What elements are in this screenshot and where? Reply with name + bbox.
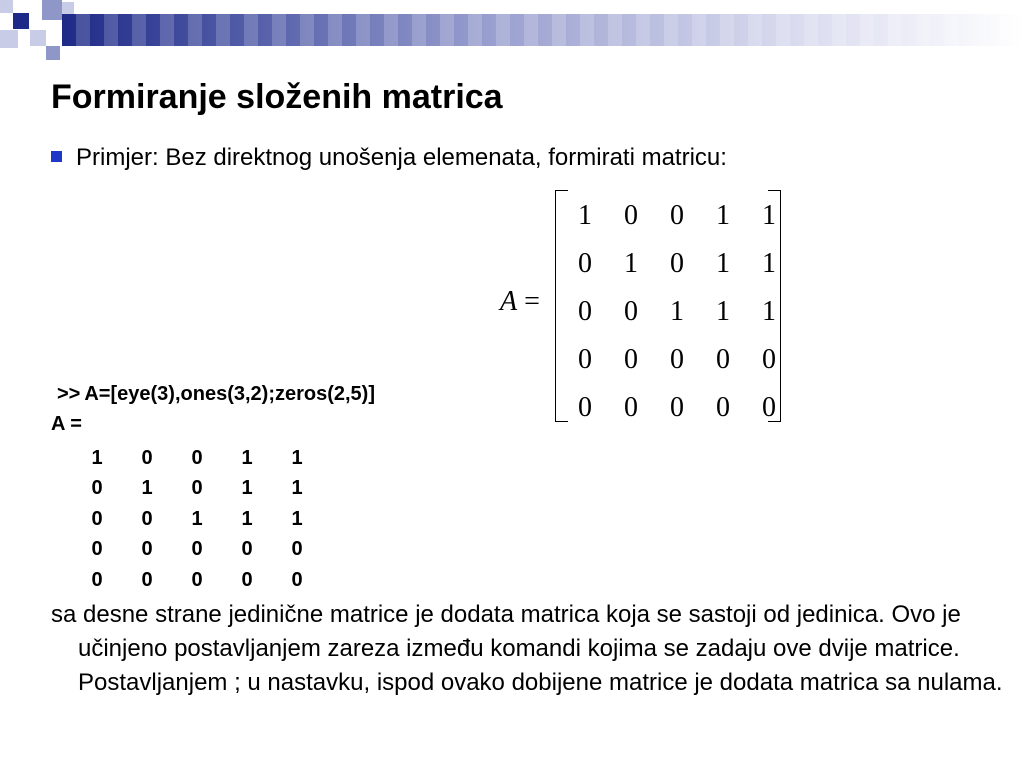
output-cell: 0 xyxy=(191,538,203,561)
square-bullet-icon xyxy=(51,151,62,162)
matrix-variable: A xyxy=(500,286,518,317)
matrix-cell: 0 xyxy=(578,344,592,375)
matrix-row xyxy=(562,384,792,432)
output-cell: 0 xyxy=(141,538,153,561)
output-row xyxy=(72,565,322,596)
matrix-cell: 0 xyxy=(578,248,592,279)
matrix-equation xyxy=(500,188,790,424)
matrix-cell: 0 xyxy=(670,392,684,423)
output-cell: 0 xyxy=(91,538,103,561)
matrix-cell: 1 xyxy=(624,248,638,279)
output-cell: 0 xyxy=(141,446,153,469)
decorative-square-icon xyxy=(62,2,74,14)
command-line xyxy=(51,383,375,406)
header-decoration xyxy=(0,0,1024,70)
matrix-cell: 1 xyxy=(716,296,730,327)
bullet-text: Primjer: Bez direktnog unošenja elemenata, formirati matricu: xyxy=(76,144,727,171)
matrix-cell: 0 xyxy=(716,392,730,423)
output-cell: 1 xyxy=(291,507,303,530)
decorative-square-icon xyxy=(30,30,46,46)
equals-sign: = xyxy=(524,286,540,317)
matrix-cell: 1 xyxy=(762,200,776,231)
output-cell: 1 xyxy=(141,477,153,500)
output-cell: 0 xyxy=(291,538,303,561)
output-cell: 0 xyxy=(91,477,103,500)
output-label: A = xyxy=(51,413,82,435)
output-cell: 0 xyxy=(291,568,303,591)
output-cell: 0 xyxy=(241,538,253,561)
matrix-cell: 0 xyxy=(670,344,684,375)
matrix-cell: 0 xyxy=(670,200,684,231)
matrix-cell: 0 xyxy=(716,344,730,375)
output-cell: 1 xyxy=(241,507,253,530)
matrix-cell: 1 xyxy=(716,200,730,231)
output-row xyxy=(72,535,322,566)
command-prompt: >> xyxy=(57,383,81,405)
matrix-cell: 0 xyxy=(624,200,638,231)
output-cell: 1 xyxy=(291,446,303,469)
output-cell: 0 xyxy=(141,568,153,591)
decorative-square-icon xyxy=(0,30,18,48)
matrix-cell: 1 xyxy=(762,296,776,327)
output-cell: 0 xyxy=(191,568,203,591)
decorative-square-icon xyxy=(0,0,13,13)
decorative-square-icon xyxy=(13,13,29,29)
output-cell: 1 xyxy=(191,507,203,530)
decorative-square-icon xyxy=(46,46,60,60)
matrix-row xyxy=(562,288,792,336)
matrix-cell: 1 xyxy=(762,248,776,279)
output-row xyxy=(72,443,322,474)
matrix-cell: 0 xyxy=(624,344,638,375)
matrix-cell: 0 xyxy=(578,296,592,327)
decorative-square-icon xyxy=(42,0,62,20)
slide-title: Formiranje složenih matrica xyxy=(51,78,503,116)
matrix-cell: 1 xyxy=(578,200,592,231)
output-row xyxy=(72,504,322,535)
matrix-cell: 0 xyxy=(762,344,776,375)
matrix-row xyxy=(562,240,792,288)
output-cell: 0 xyxy=(191,477,203,500)
matrix-grid xyxy=(562,192,792,432)
output-cell: 1 xyxy=(91,446,103,469)
output-cell: 0 xyxy=(241,568,253,591)
matrix-lhs xyxy=(500,286,540,318)
matrix-cell: 1 xyxy=(670,296,684,327)
output-row xyxy=(72,474,322,505)
output-cell: 1 xyxy=(291,477,303,500)
output-cell: 0 xyxy=(141,507,153,530)
output-matrix xyxy=(72,443,322,596)
command-text: A=[eye(3),ones(3,2);zeros(2,5)] xyxy=(84,383,376,405)
header-band-stripes xyxy=(62,14,1024,46)
explanation-paragraph: sa desne strane jedinične matrice je dodata matrica koja se sastoji od jedinica. Ovo je učinjeno postavljanjem zareza između komandi kojima se zadaju ove dvije matrice. Postavljanjem ; u nastavku, ispod ovako dobijene matrice je dodata matrica sa nulama. xyxy=(51,601,1003,696)
output-cell: 1 xyxy=(241,477,253,500)
matrix-cell: 0 xyxy=(624,392,638,423)
matrix-row xyxy=(562,192,792,240)
matrix-row xyxy=(562,336,792,384)
bullet-item xyxy=(51,144,727,172)
output-cell: 0 xyxy=(191,446,203,469)
right-bracket xyxy=(768,190,781,422)
matrix-cell: 1 xyxy=(716,248,730,279)
output-cell: 0 xyxy=(91,568,103,591)
output-cell: 0 xyxy=(91,507,103,530)
output-cell: 1 xyxy=(241,446,253,469)
matrix-cell: 0 xyxy=(578,392,592,423)
matrix-cell: 0 xyxy=(670,248,684,279)
matrix-cell: 0 xyxy=(762,392,776,423)
matrix-cell: 0 xyxy=(624,296,638,327)
